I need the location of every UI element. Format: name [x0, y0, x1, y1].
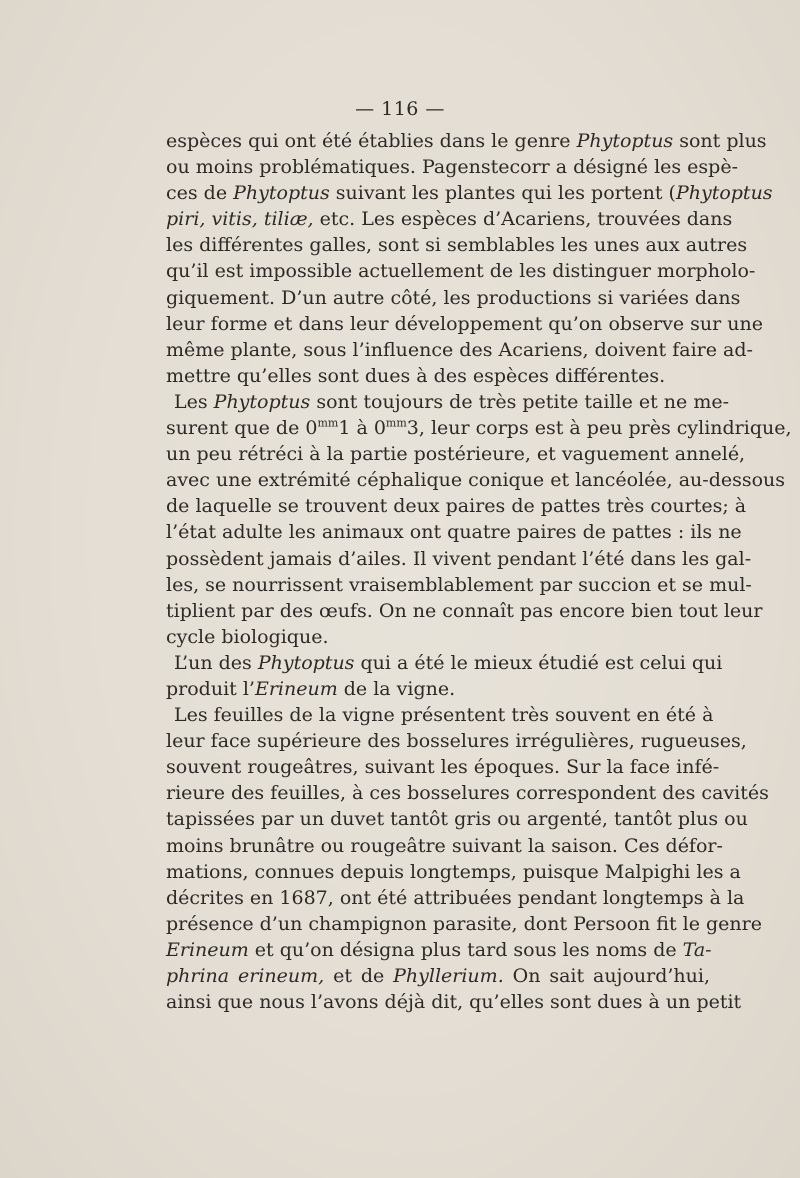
- text-segment: produit l’: [166, 677, 255, 700]
- text-segment: mettre qu’elles sont dues à des espèces différentes.: [166, 364, 666, 387]
- text-segment: ces de: [166, 182, 234, 205]
- text-line: [166, 676, 710, 702]
- text-line: [166, 911, 762, 937]
- text-line: [166, 363, 710, 389]
- text-line: [166, 441, 746, 467]
- text-line: [166, 598, 763, 624]
- text-segment: de la vigne.: [337, 677, 456, 700]
- text-line: [166, 389, 730, 415]
- text-segment: de laquelle se trouvent deux paires de pattes très courtes; à: [166, 495, 747, 518]
- text-line: [166, 702, 714, 728]
- text-segment: leur forme et dans leur développement qu’on observe sur une: [166, 312, 763, 335]
- text-segment: et qu’on désigna plus tard sous les noms de: [248, 938, 683, 961]
- text-segment: mations, connues depuis longtemps, puisque Malpighi les a: [166, 860, 741, 883]
- text-line: [166, 258, 756, 284]
- text-line: [166, 232, 748, 258]
- text-line: [166, 128, 767, 154]
- text-line: [166, 572, 752, 598]
- superscript-unit: mm: [317, 416, 339, 430]
- italic-text: Phytoptus: [213, 390, 311, 413]
- text-segment: l’état adulte les animaux ont quatre paires de pattes : ils ne: [166, 521, 742, 544]
- italic-text: piri, vitis, tiliæ,: [166, 208, 314, 231]
- italic-text: Phytoptus: [233, 182, 330, 205]
- text-segment: les différentes galles, sont si semblables les unes aux autres: [166, 234, 748, 257]
- text-segment: ainsi que nous l’avons déjà dit, qu’elles sont dues à un petit: [166, 991, 742, 1014]
- text-line: [166, 885, 745, 911]
- italic-text: Erineum: [254, 677, 338, 700]
- text-segment: souvent rougeâtres, suivant les époques. Sur la face infé-: [166, 756, 720, 779]
- text-segment: même plante, sous l’influence des Acariens, doivent faire ad-: [166, 338, 753, 361]
- text-segment: 3, leur corps est à peu près cylindrique,: [406, 417, 792, 440]
- text-segment: les, se nourrissent vraisemblablement par succion et se mul-: [166, 573, 752, 596]
- text-segment: décrites en 1687, ont été attribuées pendant longtemps à la: [166, 886, 745, 909]
- text-line: [166, 859, 741, 885]
- text-line: [166, 180, 773, 206]
- text-segment: cycle biologique.: [166, 625, 329, 648]
- text-line: [166, 624, 710, 650]
- text-line: [166, 337, 753, 363]
- text-line: [166, 728, 747, 754]
- text-segment: qu’il est impossible actuellement de les distinguer morpholo-: [166, 260, 756, 283]
- text-line: [166, 154, 739, 180]
- italic-text: Phytoptus: [576, 130, 674, 152]
- text-segment: etc. Les espèces d’Acariens, trouvées dans: [313, 208, 733, 231]
- text-line: [166, 754, 720, 780]
- text-segment: L’un des: [174, 651, 258, 674]
- text-segment: moins brunâtre ou rougeâtre suivant la saison. Ces défor-: [166, 834, 723, 857]
- text-line: [166, 833, 723, 859]
- text-line: [166, 937, 710, 963]
- text-segment: présence d’un champignon parasite, dont Persoon fit le genre: [166, 912, 762, 935]
- text-line: [166, 285, 741, 311]
- text-line: [166, 806, 748, 832]
- text-segment: ou moins problématiques. Pagenstecorr a désigné les espè-: [166, 156, 739, 179]
- text-segment: Les feuilles de la vigne présentent très souvent en été à: [174, 704, 714, 727]
- text-segment: tapissées par un duvet tantôt gris ou argenté, tantôt plus ou: [166, 808, 748, 831]
- superscript-unit: mm: [385, 416, 407, 430]
- text-line: [166, 467, 786, 493]
- text-segment: possèdent jamais d’ailes. Il vivent pendant l’été dans les gal-: [166, 547, 752, 570]
- text-segment: sont plus: [673, 130, 767, 152]
- text-line: [166, 963, 710, 989]
- text-segment: suivant les plantes qui les portent (: [329, 182, 676, 205]
- text-line: [166, 206, 733, 232]
- text-segment: espèces qui ont été établies dans le genre: [166, 130, 577, 152]
- text-segment: avec une extrémité céphalique conique et lancéolée, au-dessous: [166, 469, 786, 492]
- text-line: [166, 519, 742, 545]
- text-segment: un peu rétréci à la partie postérieure, et vaguement annelé,: [166, 443, 746, 466]
- body-text: [166, 128, 792, 1015]
- italic-text: Ta-: [682, 938, 712, 961]
- italic-text: phrina erineum,: [166, 965, 325, 987]
- text-line: [166, 546, 752, 572]
- italic-text: Phytoptus: [257, 651, 355, 674]
- text-segment: sont toujours de très petite taille et ne me-: [310, 390, 730, 413]
- text-segment: surent que de 0: [166, 417, 318, 440]
- text-line: [166, 650, 723, 676]
- italic-text: Phytoptus: [675, 182, 773, 205]
- italic-text: Erineum: [166, 938, 249, 961]
- text-segment: 1 à 0: [338, 417, 386, 440]
- italic-text: Phyllerium.: [393, 965, 504, 987]
- text-segment: qui a été le mieux étudié est celui qui: [354, 651, 723, 674]
- text-line: [166, 780, 769, 806]
- text-line: [166, 311, 763, 337]
- text-segment: Les: [174, 390, 214, 413]
- text-segment: rieure des feuilles, à ces bosselures correspondent des cavités: [166, 782, 769, 805]
- text-line: [166, 415, 792, 441]
- text-segment: leur face supérieure des bosselures irrégulières, rugueuses,: [166, 730, 747, 753]
- text-segment: On sait aujourd’hui,: [503, 965, 710, 987]
- text-line: [166, 989, 742, 1015]
- text-segment: tiplient par des œufs. On ne connaît pas encore bien tout leur: [166, 599, 763, 622]
- text-line: [166, 493, 747, 519]
- text-segment: giquement. D’un autre côté, les productions si variées dans: [166, 286, 741, 309]
- page-number: — 116 —: [355, 98, 445, 120]
- text-segment: et de: [324, 965, 394, 987]
